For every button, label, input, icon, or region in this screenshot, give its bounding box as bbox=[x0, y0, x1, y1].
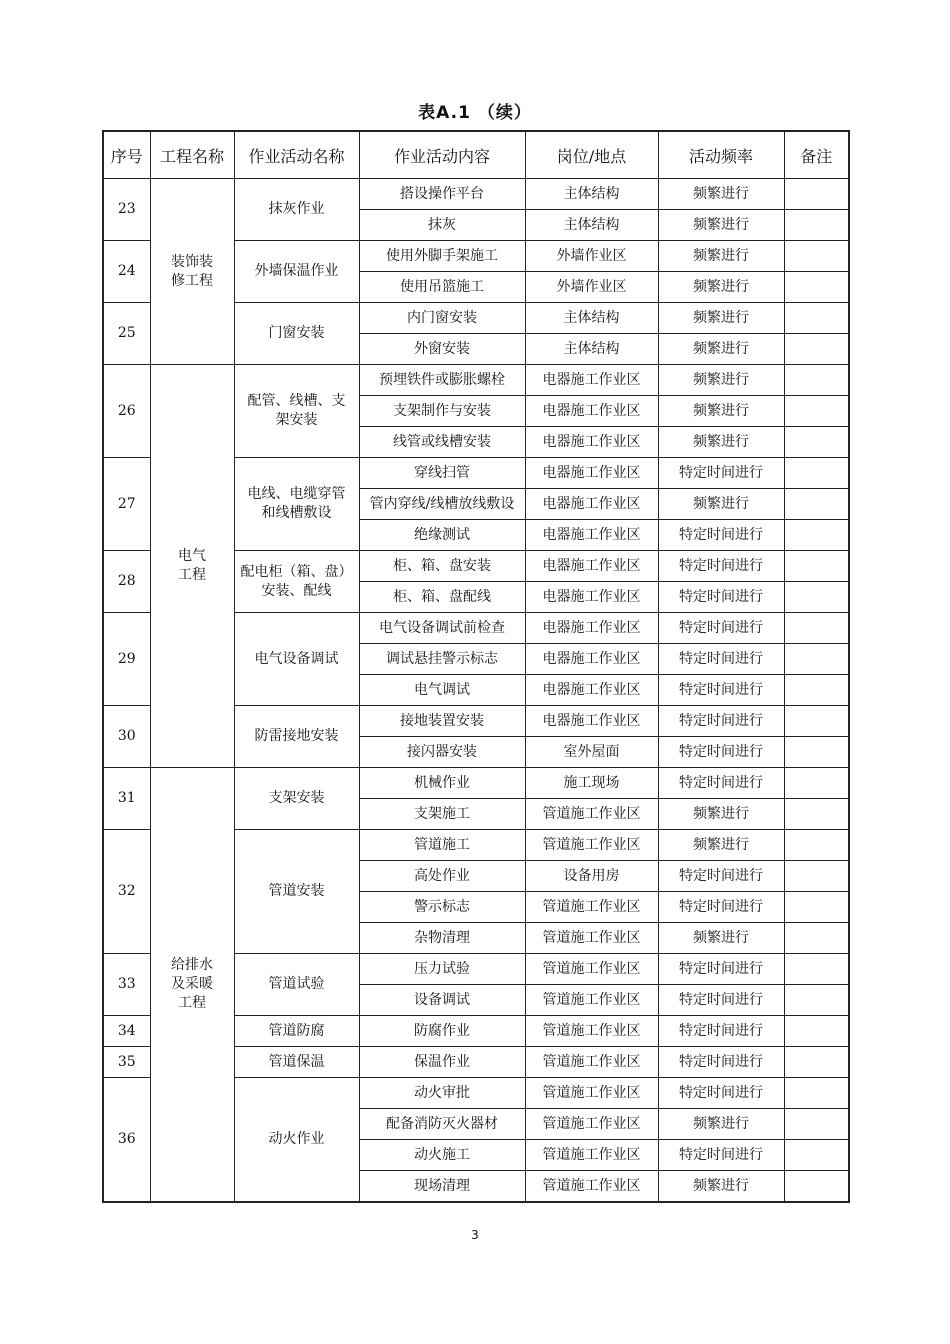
activity-name-cell: 外墙保温作业 bbox=[234, 241, 359, 303]
activity-name-cell: 管道防腐 bbox=[234, 1016, 359, 1047]
note-cell bbox=[784, 830, 849, 861]
activity-name-cell: 电线、电缆穿管和线槽敷设 bbox=[234, 458, 359, 551]
activity-content-cell: 使用吊篮施工 bbox=[359, 272, 525, 303]
activity-content-cell: 抹灰 bbox=[359, 210, 525, 241]
frequency-cell: 特定时间进行 bbox=[658, 1078, 784, 1109]
activity-content-cell: 使用外脚手架施工 bbox=[359, 241, 525, 272]
note-cell bbox=[784, 334, 849, 365]
frequency-cell: 频繁进行 bbox=[658, 830, 784, 861]
table-row bbox=[103, 179, 849, 210]
activity-content-cell: 搭设操作平台 bbox=[359, 179, 525, 210]
location-cell: 管道施工作业区 bbox=[525, 830, 658, 861]
frequency-cell: 特定时间进行 bbox=[658, 1016, 784, 1047]
serial-no-cell: 34 bbox=[103, 1016, 150, 1047]
note-cell bbox=[784, 551, 849, 582]
frequency-cell: 频繁进行 bbox=[658, 489, 784, 520]
serial-no-cell: 29 bbox=[103, 613, 150, 706]
frequency-cell: 特定时间进行 bbox=[658, 613, 784, 644]
frequency-cell: 频繁进行 bbox=[658, 272, 784, 303]
activity-content-cell: 保温作业 bbox=[359, 1047, 525, 1078]
location-cell: 电器施工作业区 bbox=[525, 396, 658, 427]
frequency-cell: 频繁进行 bbox=[658, 334, 784, 365]
note-cell bbox=[784, 954, 849, 985]
frequency-cell: 特定时间进行 bbox=[658, 582, 784, 613]
frequency-cell: 特定时间进行 bbox=[658, 644, 784, 675]
location-cell: 外墙作业区 bbox=[525, 272, 658, 303]
activity-content-cell: 内门窗安装 bbox=[359, 303, 525, 334]
activity-name-cell: 配管、线槽、支架安装 bbox=[234, 365, 359, 458]
serial-no-cell: 35 bbox=[103, 1047, 150, 1078]
location-cell: 管道施工作业区 bbox=[525, 954, 658, 985]
serial-no-cell: 36 bbox=[103, 1078, 150, 1203]
header-project-name: 工程名称 bbox=[150, 131, 234, 179]
location-cell: 电器施工作业区 bbox=[525, 675, 658, 706]
frequency-cell: 频繁进行 bbox=[658, 365, 784, 396]
note-cell bbox=[784, 706, 849, 737]
note-cell bbox=[784, 489, 849, 520]
frequency-cell: 特定时间进行 bbox=[658, 892, 784, 923]
serial-no-cell: 25 bbox=[103, 303, 150, 365]
frequency-cell: 特定时间进行 bbox=[658, 551, 784, 582]
activity-content-cell: 预埋铁件或膨胀螺栓 bbox=[359, 365, 525, 396]
activity-content-cell: 杂物清理 bbox=[359, 923, 525, 954]
location-cell: 管道施工作业区 bbox=[525, 799, 658, 830]
note-cell bbox=[784, 1171, 849, 1203]
frequency-cell: 频繁进行 bbox=[658, 241, 784, 272]
location-cell: 电器施工作业区 bbox=[525, 365, 658, 396]
activity-content-cell: 压力试验 bbox=[359, 954, 525, 985]
location-cell: 主体结构 bbox=[525, 179, 658, 210]
location-cell: 电器施工作业区 bbox=[525, 427, 658, 458]
activity-content-cell: 动火施工 bbox=[359, 1140, 525, 1171]
activity-content-cell: 现场清理 bbox=[359, 1171, 525, 1203]
activity-name-cell: 抹灰作业 bbox=[234, 179, 359, 241]
activity-name-cell: 支架安装 bbox=[234, 768, 359, 830]
table-row bbox=[103, 365, 849, 396]
serial-no-cell: 27 bbox=[103, 458, 150, 551]
location-cell: 管道施工作业区 bbox=[525, 1047, 658, 1078]
activity-name-cell: 管道安装 bbox=[234, 830, 359, 954]
serial-no-cell: 26 bbox=[103, 365, 150, 458]
header-activity-content: 作业活动内容 bbox=[359, 131, 525, 179]
location-cell: 管道施工作业区 bbox=[525, 1078, 658, 1109]
table-row bbox=[103, 768, 849, 799]
location-cell: 电器施工作业区 bbox=[525, 489, 658, 520]
note-cell bbox=[784, 427, 849, 458]
frequency-cell: 特定时间进行 bbox=[658, 737, 784, 768]
note-cell bbox=[784, 644, 849, 675]
frequency-cell: 频繁进行 bbox=[658, 427, 784, 458]
note-cell bbox=[784, 458, 849, 489]
header-note: 备注 bbox=[784, 131, 849, 179]
location-cell: 电器施工作业区 bbox=[525, 613, 658, 644]
activity-content-cell: 管道施工 bbox=[359, 830, 525, 861]
note-cell bbox=[784, 985, 849, 1016]
location-cell: 管道施工作业区 bbox=[525, 985, 658, 1016]
table-header-row bbox=[103, 131, 849, 179]
activity-content-cell: 电气设备调试前检查 bbox=[359, 613, 525, 644]
serial-no-cell: 31 bbox=[103, 768, 150, 830]
note-cell bbox=[784, 1047, 849, 1078]
location-cell: 外墙作业区 bbox=[525, 241, 658, 272]
page-number: 3 bbox=[471, 1228, 479, 1242]
note-cell bbox=[784, 1140, 849, 1171]
note-cell bbox=[784, 737, 849, 768]
serial-no-cell: 30 bbox=[103, 706, 150, 768]
note-cell bbox=[784, 303, 849, 334]
location-cell: 电器施工作业区 bbox=[525, 551, 658, 582]
frequency-cell: 频繁进行 bbox=[658, 303, 784, 334]
location-cell: 电器施工作业区 bbox=[525, 706, 658, 737]
note-cell bbox=[784, 1016, 849, 1047]
frequency-cell: 特定时间进行 bbox=[658, 520, 784, 551]
header-activity-name: 作业活动名称 bbox=[234, 131, 359, 179]
activity-name-cell: 管道试验 bbox=[234, 954, 359, 1016]
activity-name-cell: 门窗安装 bbox=[234, 303, 359, 365]
frequency-cell: 特定时间进行 bbox=[658, 768, 784, 799]
note-cell bbox=[784, 861, 849, 892]
location-cell: 主体结构 bbox=[525, 334, 658, 365]
note-cell bbox=[784, 520, 849, 551]
frequency-cell: 频繁进行 bbox=[658, 1109, 784, 1140]
serial-no-cell: 23 bbox=[103, 179, 150, 241]
serial-no-cell: 28 bbox=[103, 551, 150, 613]
frequency-cell: 特定时间进行 bbox=[658, 1140, 784, 1171]
frequency-cell: 频繁进行 bbox=[658, 396, 784, 427]
location-cell: 管道施工作业区 bbox=[525, 1171, 658, 1203]
note-cell bbox=[784, 799, 849, 830]
location-cell: 室外屋面 bbox=[525, 737, 658, 768]
activity-content-cell: 柜、箱、盘配线 bbox=[359, 582, 525, 613]
location-cell: 管道施工作业区 bbox=[525, 1016, 658, 1047]
activity-content-cell: 接闪器安装 bbox=[359, 737, 525, 768]
activity-table bbox=[102, 130, 850, 1203]
activity-content-cell: 防腐作业 bbox=[359, 1016, 525, 1047]
note-cell bbox=[784, 179, 849, 210]
activity-name-cell: 防雷接地安装 bbox=[234, 706, 359, 768]
frequency-cell: 频繁进行 bbox=[658, 799, 784, 830]
frequency-cell: 特定时间进行 bbox=[658, 861, 784, 892]
serial-no-cell: 24 bbox=[103, 241, 150, 303]
note-cell bbox=[784, 272, 849, 303]
activity-content-cell: 绝缘测试 bbox=[359, 520, 525, 551]
frequency-cell: 特定时间进行 bbox=[658, 954, 784, 985]
frequency-cell: 频繁进行 bbox=[658, 923, 784, 954]
location-cell: 电器施工作业区 bbox=[525, 520, 658, 551]
frequency-cell: 频繁进行 bbox=[658, 210, 784, 241]
frequency-cell: 特定时间进行 bbox=[658, 1047, 784, 1078]
location-cell: 电器施工作业区 bbox=[525, 458, 658, 489]
note-cell bbox=[784, 365, 849, 396]
note-cell bbox=[784, 892, 849, 923]
project-name-cell: 电气工程 bbox=[150, 365, 234, 768]
location-cell: 主体结构 bbox=[525, 303, 658, 334]
frequency-cell: 频繁进行 bbox=[658, 179, 784, 210]
activity-name-cell: 配电柜（箱、盘）安装、配线 bbox=[234, 551, 359, 613]
note-cell bbox=[784, 1109, 849, 1140]
activity-name-cell: 动火作业 bbox=[234, 1078, 359, 1203]
location-cell: 主体结构 bbox=[525, 210, 658, 241]
location-cell: 管道施工作业区 bbox=[525, 892, 658, 923]
activity-content-cell: 柜、箱、盘安装 bbox=[359, 551, 525, 582]
location-cell: 设备用房 bbox=[525, 861, 658, 892]
activity-content-cell: 警示标志 bbox=[359, 892, 525, 923]
note-cell bbox=[784, 923, 849, 954]
activity-content-cell: 动火审批 bbox=[359, 1078, 525, 1109]
note-cell bbox=[784, 210, 849, 241]
location-cell: 施工现场 bbox=[525, 768, 658, 799]
note-cell bbox=[784, 396, 849, 427]
project-name-cell: 给排水及采暖工程 bbox=[150, 768, 234, 1203]
header-frequency: 活动频率 bbox=[658, 131, 784, 179]
location-cell: 管道施工作业区 bbox=[525, 923, 658, 954]
frequency-cell: 特定时间进行 bbox=[658, 985, 784, 1016]
activity-name-cell: 电气设备调试 bbox=[234, 613, 359, 706]
frequency-cell: 特定时间进行 bbox=[658, 675, 784, 706]
note-cell bbox=[784, 1078, 849, 1109]
activity-content-cell: 高处作业 bbox=[359, 861, 525, 892]
location-cell: 电器施工作业区 bbox=[525, 582, 658, 613]
activity-content-cell: 调试悬挂警示标志 bbox=[359, 644, 525, 675]
table-title: 表A.1 （续） bbox=[418, 103, 532, 123]
activity-content-cell: 管内穿线/线槽放线敷设 bbox=[359, 489, 525, 520]
note-cell bbox=[784, 613, 849, 644]
activity-name-cell: 管道保温 bbox=[234, 1047, 359, 1078]
header-location: 岗位/地点 bbox=[525, 131, 658, 179]
header-serial-no: 序号 bbox=[103, 131, 150, 179]
activity-content-cell: 支架制作与安装 bbox=[359, 396, 525, 427]
serial-no-cell: 33 bbox=[103, 954, 150, 1016]
location-cell: 管道施工作业区 bbox=[525, 1140, 658, 1171]
activity-content-cell: 机械作业 bbox=[359, 768, 525, 799]
activity-content-cell: 配备消防灭火器材 bbox=[359, 1109, 525, 1140]
serial-no-cell: 32 bbox=[103, 830, 150, 954]
frequency-cell: 特定时间进行 bbox=[658, 706, 784, 737]
note-cell bbox=[784, 675, 849, 706]
activity-content-cell: 电气调试 bbox=[359, 675, 525, 706]
activity-content-cell: 外窗安装 bbox=[359, 334, 525, 365]
activity-content-cell: 接地装置安装 bbox=[359, 706, 525, 737]
location-cell: 管道施工作业区 bbox=[525, 1109, 658, 1140]
frequency-cell: 特定时间进行 bbox=[658, 458, 784, 489]
location-cell: 电器施工作业区 bbox=[525, 644, 658, 675]
frequency-cell: 频繁进行 bbox=[658, 1171, 784, 1203]
activity-content-cell: 穿线扫管 bbox=[359, 458, 525, 489]
note-cell bbox=[784, 768, 849, 799]
activity-content-cell: 支架施工 bbox=[359, 799, 525, 830]
note-cell bbox=[784, 241, 849, 272]
project-name-cell: 装饰装修工程 bbox=[150, 179, 234, 365]
activity-content-cell: 设备调试 bbox=[359, 985, 525, 1016]
note-cell bbox=[784, 582, 849, 613]
activity-content-cell: 线管或线槽安装 bbox=[359, 427, 525, 458]
